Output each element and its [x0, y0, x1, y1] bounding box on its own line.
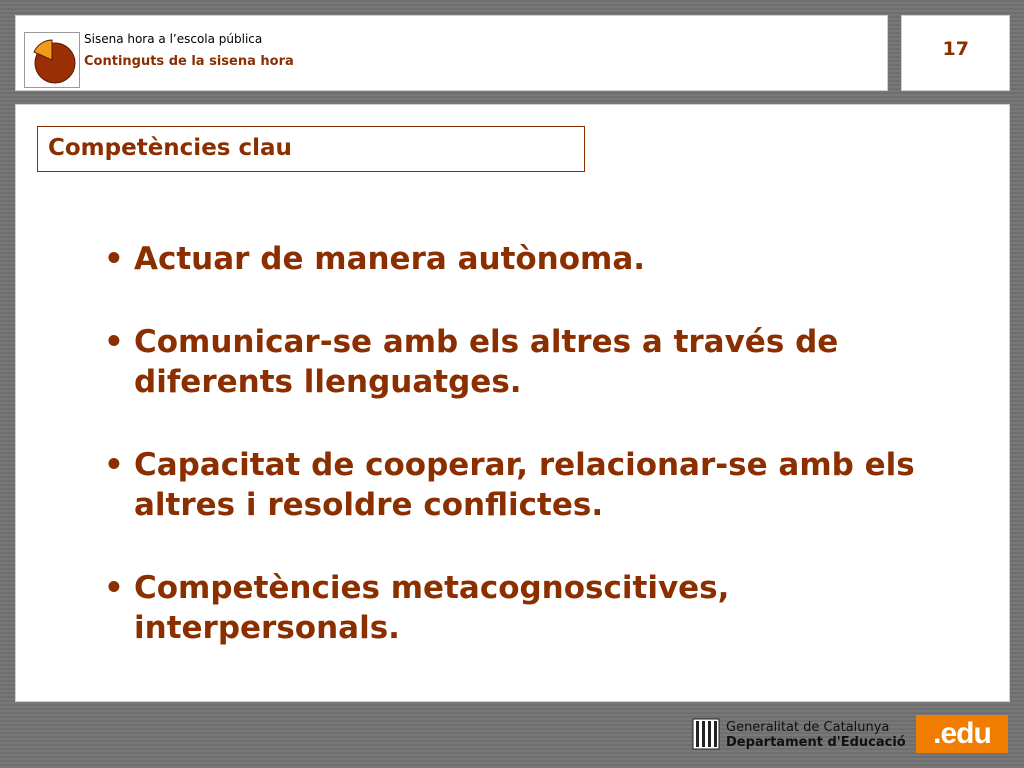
page-number-panel: [901, 15, 1010, 91]
pie-chart-icon: [25, 33, 81, 89]
bullet-text-line: altres i resoldre conflictes.: [134, 487, 604, 523]
bullet-text-line: Competències metacognoscitives,: [134, 570, 730, 606]
page-number: 17: [942, 38, 969, 60]
bullet-text-line: Comunicar-se amb els altres a través de: [134, 324, 839, 360]
pie-chart-logo: [24, 32, 80, 88]
slide-heading: Competències clau: [48, 135, 292, 161]
bullet-text-line: interpersonals.: [134, 610, 400, 646]
senyera-emblem-icon: [692, 718, 720, 750]
edu-logo: .edu: [916, 715, 1008, 753]
heading-box: [37, 126, 585, 172]
bullet-item: [104, 239, 964, 279]
bullet-item: [104, 322, 964, 402]
bullet-text-line: Actuar de manera autònoma.: [134, 241, 646, 277]
header-panel: [15, 15, 888, 91]
slide-content: [15, 104, 1010, 702]
bullet-item: [104, 568, 964, 648]
department-name: Departament d'Educació: [726, 735, 906, 750]
generalitat-logo: [692, 716, 907, 752]
section-title: Continguts de la sisena hora: [84, 54, 294, 69]
bullet-text-line: Capacitat de cooperar, relacionar-se amb els: [134, 447, 915, 483]
bullet-text-line: diferents llenguatges.: [134, 364, 522, 400]
bullet-list: [104, 239, 964, 691]
bullet-dot: •: [104, 324, 124, 360]
bullet-dot: •: [104, 447, 124, 483]
bullet-dot: •: [104, 241, 124, 277]
bullet-item: [104, 445, 964, 525]
generalitat-name: Generalitat de Catalunya: [726, 720, 890, 735]
bullet-dot: •: [104, 570, 124, 606]
presentation-subtitle: Sisena hora a l’escola pública: [84, 32, 263, 46]
